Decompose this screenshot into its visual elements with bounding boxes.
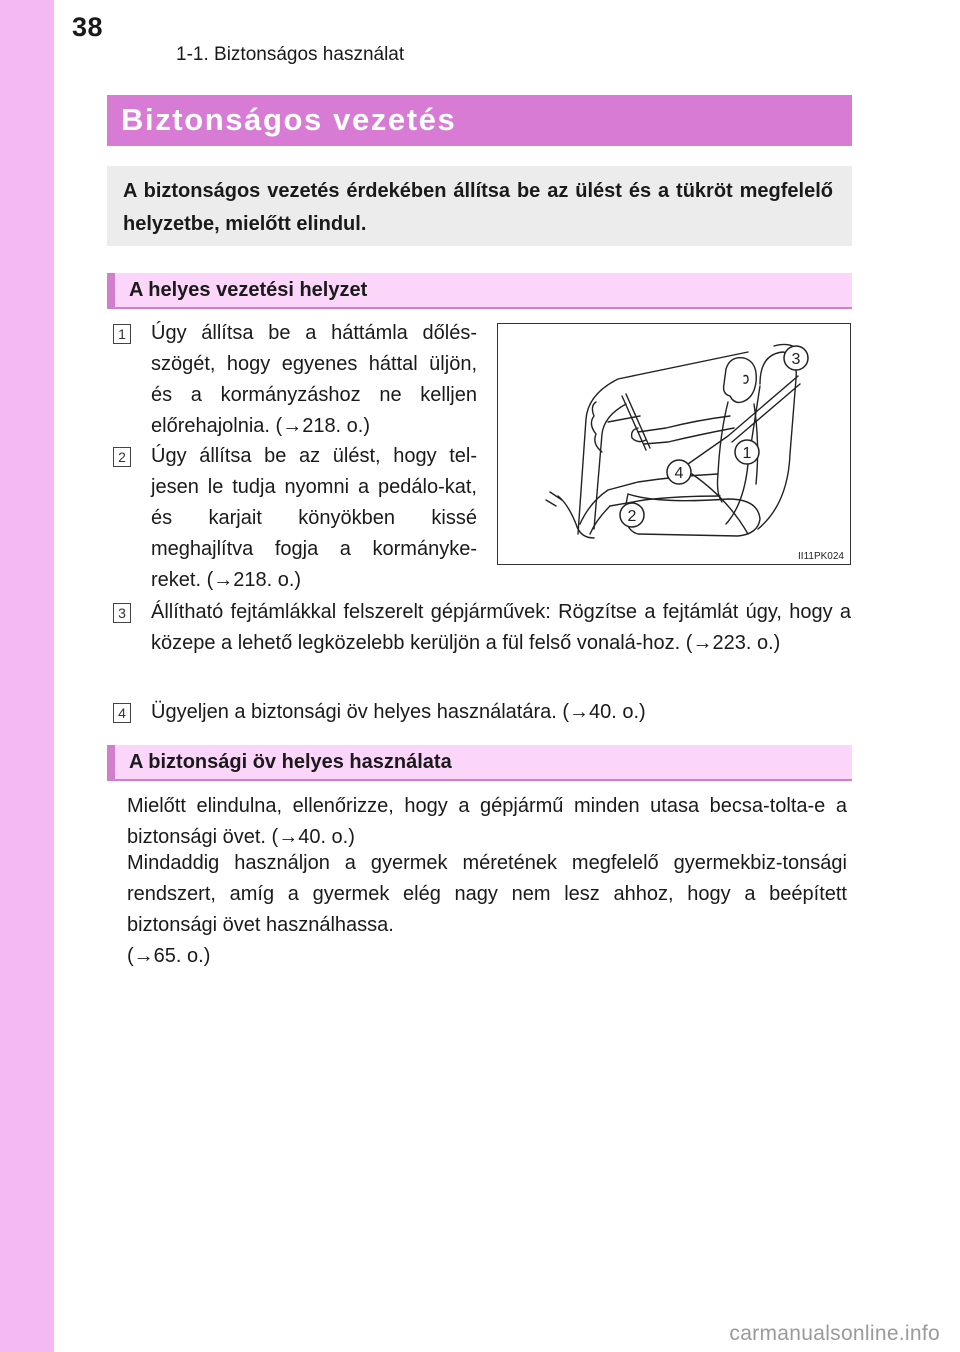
- intro-box: [107, 166, 852, 246]
- driver-seat-drawing: [498, 324, 852, 566]
- paragraph: (→65. o.): [127, 945, 211, 967]
- side-color-strip: [0, 0, 54, 1352]
- item-number: 3: [113, 603, 131, 623]
- list-item: [113, 597, 853, 693]
- callout-3: 3: [791, 351, 801, 368]
- item-number: 1: [113, 324, 131, 344]
- list-item: [113, 318, 478, 442]
- list-item: [113, 697, 853, 731]
- section-heading-label: A biztonsági öv helyes használata: [129, 751, 452, 773]
- paragraph: Mielőtt elindulna, ellenőrizze, hogy a gépjármű minden utasa becsa-tolta-e a biztonsági övet. (→40. o.): [127, 795, 847, 848]
- paragraph: Mindaddig használjon a gyermek méretének megfelelő gyermekbiz-tonsági rendszert, amíg a gyermek elég nagy nem lesz ahhoz, hogy a beépített biztonsági övet használhassa.: [127, 852, 847, 936]
- item-text: Úgy állítsa be az ülést, hogy tel-jesen le tudja nyomni a pedálo-kat, és karjait könyökben kissé meghajlítva fogja a kormányke-reket. (→218. o.): [151, 445, 477, 591]
- page-number: 38: [72, 12, 104, 42]
- callout-4: 4: [674, 465, 684, 482]
- list-item: [113, 441, 478, 597]
- item-text: Ügyeljen a biztonsági öv helyes használatára. (→40. o.): [151, 701, 646, 723]
- section-heading-label: A helyes vezetési helyzet: [129, 279, 368, 301]
- watermark: carmanualsonline.info: [729, 1322, 940, 1345]
- item-text: Állítható fejtámlákkal felszerelt gépjárművek: Rögzítse a fejtámlát úgy, hogy a közepe a lehető legközelebb kerüljön a fül felső vonalá-hoz. (→223. o.): [151, 601, 851, 654]
- item-number: 2: [113, 447, 131, 467]
- item-number: 4: [113, 703, 131, 723]
- running-head: 1-1. Biztonságos használat: [176, 44, 405, 65]
- section-heading-seatbelt-use: [107, 745, 852, 781]
- item-text: Úgy állítsa be a háttámla dőlés-szögét, hogy egyenes háttal üljön, és a kormányzáshoz ne kelljen előrehajolnia. (→218. o.): [151, 322, 477, 437]
- driving-position-illustration: [497, 323, 851, 565]
- callout-2: 2: [627, 508, 637, 525]
- callout-1: 1: [742, 445, 752, 462]
- intro-text: A biztonságos vezetés érdekében állítsa be az ülést és a tükröt megfelelő helyzetbe, mielőtt elindul.: [123, 180, 833, 235]
- page-title: Biztonságos vezetés: [121, 102, 457, 137]
- section-heading-driving-position: [107, 273, 852, 309]
- figure-code: II11PK024: [798, 551, 844, 562]
- title-bar: [107, 95, 852, 146]
